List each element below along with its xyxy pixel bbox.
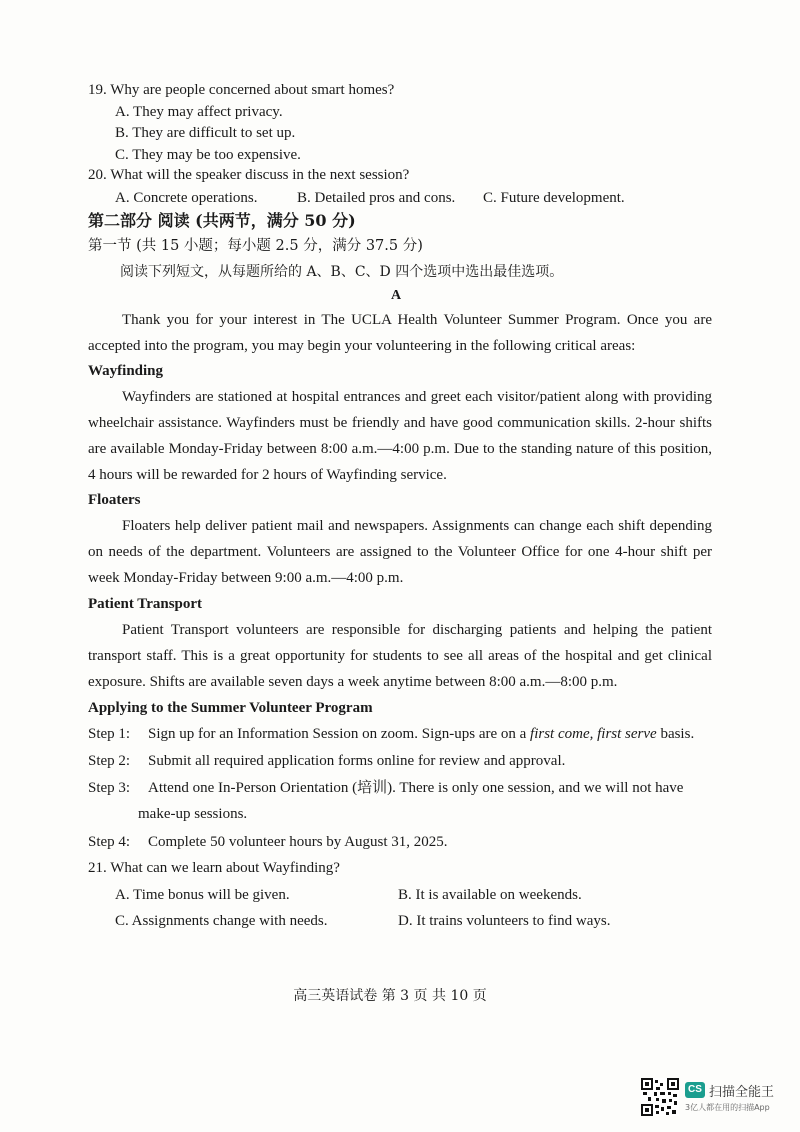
question-21-option-b: B. It is available on weekends. (398, 887, 582, 903)
scanner-watermark (641, 1078, 791, 1122)
question-21-option-c: C. Assignments change with needs. (115, 913, 328, 929)
floaters-text: Floaters help deliver patient mail and newspapers. Assignments can change each shift depending on needs of the department. Volunteers are assigned to the Volunteer Office for one 4-hour shift per week Monday-Friday between 9:00 a.m.—4:00 p.m. (88, 518, 712, 586)
reading-instruction: 阅读下列短文，从每题所给的 A、B、C、D 四个选项中选出最佳选项。 (120, 264, 564, 280)
page-footer: 高三英语试卷 第 3 页 共 10 页 (293, 988, 487, 1004)
question-20-option-a: A. Concrete operations. (115, 190, 258, 206)
camscanner-subtitle: 3亿人都在用的扫描App (685, 1103, 770, 1112)
apply-heading: Applying to the Summer Volunteer Program (88, 700, 373, 716)
camscanner-logo: CS (685, 1082, 705, 1098)
step-1-text-post: basis. (656, 726, 695, 742)
step-2-label: Step 2: (88, 753, 131, 769)
question-20-option-b: B. Detailed pros and cons. (297, 190, 456, 206)
question-21-stem: 21. What can we learn about Wayfinding? (88, 860, 340, 876)
step-4 (88, 829, 728, 855)
passage-label: A (390, 288, 402, 303)
step-3-continuation: make-up sessions. (138, 806, 248, 822)
qr-code-icon (641, 1078, 679, 1116)
step-4-label: Step 4: (88, 834, 131, 850)
patient-transport-text: Patient Transport volunteers are responsible for discharging patients and helping the patient transport staff. This is a great opportunity for students to see all areas of the hospital and get clinical exposure. Shifts are available seven days a week anytime between 8:00 a.m.—8:00 p.m. (88, 622, 712, 690)
question-21-option-d: D. It trains volunteers to find ways. (398, 913, 611, 929)
floaters-heading: Floaters (88, 492, 141, 508)
step-1-text-emphasis: first come, first serve (530, 726, 657, 742)
step-2-text: Submit all required application forms online for review and approval. (148, 753, 566, 769)
step-4-text: Complete 50 volunteer hours by August 31, 2025. (148, 834, 448, 850)
patient-transport-heading: Patient Transport (88, 596, 203, 612)
step-3-text: Attend one In-Person Orientation (培训). There is only one session, and we will not have (148, 780, 684, 796)
step-2 (88, 748, 728, 774)
step-3-label: Step 3: (88, 780, 131, 796)
question-20-stem: 20. What will the speaker discuss in the next session? (88, 167, 410, 183)
wayfinding-text: Wayfinders are stationed at hospital entrances and greet each visitor/patient along with providing wheelchair assistance. Wayfinders must be friendly and have good communication skills. 2-hour shifts are available Monday-Friday between 8:00 a.m.—4:00 p.m. Due to the standing nature of this position, 4 hours will be rewarded for 2 hours of Wayfinding service. (88, 389, 712, 483)
question-19-option-c: C. They may be too expensive. (115, 147, 301, 163)
question-21-option-a: A. Time bonus will be given. (115, 887, 290, 903)
question-19-option-b: B. They are difficult to set up. (115, 125, 296, 141)
step-1-label: Step 1: (88, 726, 131, 742)
question-20-option-c: C. Future development. (483, 190, 625, 206)
step-3 (88, 775, 728, 827)
passage-intro: Thank you for your interest in The UCLA Health Volunteer Summer Program. Once you are accepted into the program, you may begin your volunteering in the following critical areas: (88, 312, 712, 354)
camscanner-title: 扫描全能王 (709, 1085, 775, 1100)
step-1-text-pre: Sign up for an Information Session on zoom. Sign-ups are on a (148, 726, 531, 742)
question-19-stem: 19. Why are people concerned about smart homes? (88, 82, 395, 98)
section1-title: 第一节 (共 15 小题；每小题 2.5 分，满分 37.5 分) (88, 238, 423, 254)
step-1 (88, 721, 728, 747)
question-19-option-a: A. They may affect privacy. (115, 104, 283, 120)
part2-title: 第二部分 阅读 (共两节，满分 50 分) (88, 211, 356, 230)
wayfinding-heading: Wayfinding (88, 363, 164, 379)
